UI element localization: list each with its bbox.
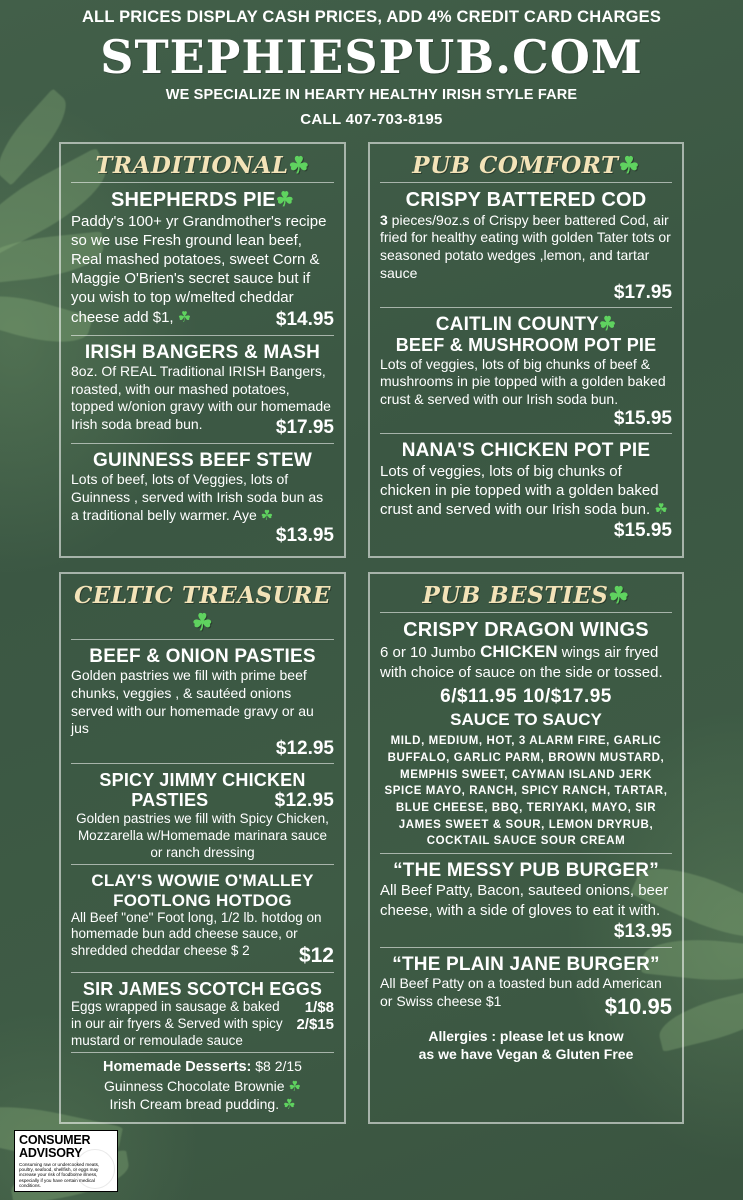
item-description: 1/$8 2/$15 Eggs wrapped in sausage & baked in our air fryers & Served with spicy mustard or remoulade sauce bbox=[71, 999, 334, 1048]
item-qty: 3 bbox=[380, 211, 388, 228]
section-title-text: TRADITIONAL bbox=[95, 152, 289, 180]
item-name-second-line: PASTIES $12.95 bbox=[131, 790, 334, 812]
clover-icon: ☘ bbox=[260, 506, 274, 523]
section-title-traditional bbox=[71, 152, 334, 179]
item-description: 6 or 10 Jumbo CHICKEN wings air fryed with choice of sauce on the side or tossed. bbox=[380, 642, 663, 682]
item-name: BEEF & ONION PASTIES bbox=[89, 646, 316, 668]
item-price: $12.95 bbox=[275, 737, 334, 759]
divider bbox=[71, 763, 334, 764]
allergy-notice bbox=[380, 1027, 672, 1063]
item-name: “THE MESSY PUB BURGER” bbox=[393, 860, 659, 882]
clover-icon: ☘ bbox=[608, 582, 630, 610]
item-description: Lots of veggies, lots of big chunks of beef & mushrooms in pie topped with a golden baked crust & served with our Irish soda bun. bbox=[380, 355, 666, 407]
dessert-line-2: Irish Cream bread pudding. bbox=[109, 1096, 280, 1113]
divider bbox=[71, 864, 334, 865]
page-title: STEPHIESPUB.COM bbox=[100, 30, 643, 84]
item-price: $13.95 bbox=[613, 920, 672, 942]
divider bbox=[71, 1052, 334, 1053]
item-description: 3 pieces/9oz.s of Crispy beer battered Cod, air fried for healthy eating with golden Tater tots or seasoned potato wedges ,lemon, and tartar sauce bbox=[380, 211, 671, 281]
item-name: SHEPHERDS PIE☘ bbox=[110, 189, 294, 212]
item-description: Golden pastries we fill with Spicy Chicken, Mozzarella w/Homemade marinara sauce or ranch dressing bbox=[76, 811, 329, 860]
item-price: $10.95 bbox=[604, 993, 672, 1019]
clover-icon: ☘ bbox=[288, 1078, 301, 1095]
section-pub-comfort bbox=[368, 142, 684, 558]
divider bbox=[380, 433, 672, 434]
menu-item bbox=[380, 437, 672, 543]
dessert-title: Homemade Desserts: bbox=[103, 1059, 252, 1076]
item-name-second-line: BEEF & MUSHROOM POT PIE bbox=[395, 335, 657, 356]
tagline: WE SPECIALIZE IN HEARTY HEALTHY IRISH STYLE FARE bbox=[165, 87, 578, 104]
item-price: $12 bbox=[298, 944, 334, 968]
allergy-line-1: Allergies : please let us know bbox=[428, 1027, 624, 1044]
item-name: SPICY JIMMY CHICKEN bbox=[99, 769, 306, 790]
menu-item bbox=[71, 868, 334, 969]
dessert-block bbox=[71, 1057, 334, 1113]
item-price: $17.95 bbox=[275, 417, 334, 439]
clover-icon: ☘ bbox=[654, 501, 668, 519]
item-name: CRISPY BATTERED COD bbox=[405, 189, 647, 212]
clover-icon: ☘ bbox=[191, 609, 214, 637]
menu-item bbox=[380, 186, 672, 304]
section-title-text: PUB BESTIES bbox=[422, 582, 609, 610]
consumer-advisory-title: CONSUMER ADVISORY bbox=[19, 1133, 91, 1160]
menu-item bbox=[380, 616, 672, 708]
allergy-line-2: as we have Vegan & Gluten Free bbox=[418, 1045, 634, 1062]
clover-icon: ☘ bbox=[618, 152, 640, 180]
item-name: “THE PLAIN JANE BURGER” bbox=[392, 954, 660, 976]
divider bbox=[71, 443, 334, 444]
section-title-text: CELTIC TREASURE bbox=[74, 582, 331, 610]
menu-item bbox=[71, 767, 334, 862]
menu-item bbox=[71, 447, 334, 548]
menu-item bbox=[71, 976, 334, 1049]
section-title-pub-besties bbox=[380, 582, 672, 609]
item-description: Paddy's 100+ yr Grandmother's recipe so we use Fresh ground lean beef, Real mashed potatoes, sweet Corn & Maggie O'Brien's secret sauce but if you wish to top w/melted cheddar cheese add $1, ☘ $14.95 bbox=[71, 212, 334, 327]
item-name: SIR JAMES SCOTCH EGGS bbox=[82, 979, 323, 1000]
item-price: 6/$11.95 10/$17.95 bbox=[440, 686, 612, 708]
sauce-heading: SAUCE TO SAUCY bbox=[450, 710, 602, 730]
divider bbox=[71, 639, 334, 640]
item-price: $15.95 bbox=[613, 520, 672, 542]
item-description: All Beef "one" Foot long, 1/2 lb. hotdog on homemade bun add cheese sauce, or shredded cheddar cheese $ 2 $12 bbox=[71, 910, 334, 960]
menu-header bbox=[0, 0, 743, 128]
item-description: Lots of beef, lots of Veggies, lots of Guinness , served with Irish soda bun as a traditional belly warmer. Aye ☘ $13.95 bbox=[71, 471, 334, 547]
item-price: $13.95 bbox=[275, 525, 334, 547]
item-description: Lots of veggies, lots of big chunks of chicken in pie topped with a golden baked crust and served with our Irish soda bun. ☘ $15.95 bbox=[380, 462, 672, 520]
item-description: 8oz. Of REAL Traditional IRISH Bangers, roasted, with our mashed potatoes, topped w/onion gravy with our homemade Irish soda bread bun. $17.95 bbox=[71, 363, 334, 439]
section-pub-besties bbox=[368, 572, 684, 1124]
section-title-pub-comfort bbox=[380, 152, 672, 179]
clover-icon: ☘ bbox=[275, 189, 294, 212]
clover-icon: ☘ bbox=[177, 308, 192, 326]
divider bbox=[71, 972, 334, 973]
menu-item bbox=[380, 951, 672, 1021]
item-price: $15.95 bbox=[613, 408, 672, 430]
divider bbox=[380, 947, 672, 948]
consumer-advisory bbox=[14, 1130, 118, 1192]
divider bbox=[71, 335, 334, 336]
item-description: All Beef Patty, Bacon, sauteed onions, beer cheese, with a side of gloves to eat it with. $13.95 bbox=[380, 881, 672, 919]
menu-item bbox=[71, 186, 334, 332]
item-price: 1/$8 2/$15 bbox=[296, 999, 334, 1034]
divider bbox=[380, 307, 672, 308]
price-notice-banner: ALL PRICES DISPLAY CASH PRICES, ADD 4% CREDIT CARD CHARGES bbox=[81, 8, 662, 26]
item-description: Golden pastries we fill with prime beef chunks, veggies , & sautéed onions served with our homemade gravy or au jus bbox=[71, 667, 314, 737]
item-price: $17.95 bbox=[613, 282, 672, 304]
item-name: CRISPY DRAGON WINGS bbox=[403, 619, 649, 642]
divider bbox=[380, 853, 672, 854]
item-name: GUINNESS BEEF STEW bbox=[93, 450, 312, 472]
menu-item bbox=[380, 857, 672, 944]
menu-item bbox=[380, 311, 672, 430]
item-name: CAITLIN COUNTY☘ bbox=[435, 314, 617, 336]
section-traditional bbox=[59, 142, 346, 558]
divider bbox=[71, 182, 334, 183]
clover-icon: ☘ bbox=[288, 152, 310, 180]
clover-icon: ☘ bbox=[599, 314, 617, 336]
section-celtic-treasure bbox=[59, 572, 346, 1124]
item-description: All Beef Patty on a toasted bun add American or Swiss cheese $1 $10.95 bbox=[380, 975, 672, 1019]
section-title-text: PUB COMFORT bbox=[412, 152, 619, 180]
item-name: NANA'S CHICKEN POT PIE bbox=[401, 440, 651, 462]
divider bbox=[380, 182, 672, 183]
phone-number: CALL 407-703-8195 bbox=[300, 111, 443, 129]
item-name-second-line: FOOTLONG HOTDOG bbox=[113, 890, 292, 910]
item-price: $14.95 bbox=[275, 308, 334, 330]
consumer-advisory-body: Consuming raw or undercooked meats, poultry, seafood, shellfish, or eggs may increase your risk of foodborne illness, especially if you have certain medical conditions. bbox=[19, 1161, 100, 1189]
advisory-seal-icon bbox=[75, 1149, 115, 1189]
dessert-price: $8 2/15 bbox=[255, 1058, 302, 1075]
divider bbox=[380, 612, 672, 613]
section-title-celtic-treasure bbox=[71, 582, 334, 636]
menu-item bbox=[71, 643, 334, 760]
dessert-line-1: Guinness Chocolate Brownie bbox=[104, 1078, 285, 1095]
item-name: CLAY'S WOWIE O'MALLEY bbox=[91, 871, 314, 891]
menu-item bbox=[71, 339, 334, 440]
item-name: IRISH BANGERS & MASH bbox=[84, 341, 321, 363]
sauce-list: MILD, MEDIUM, HOT, 3 ALARM FIRE, GARLIC BUFFALO, GARLIC PARM, BROWN MUSTARD, MEMPHIS SWEET, CAYMAN ISLAND JERK SPICE MAYO, RANCH, SPICY RANCH, TARTAR, BLUE CHEESE, BBQ, TERIYAKI, MAYO, SIR JAMES SWEET & SOUR, LEMON DRYRUB, COCKTAIL SAUCE SOUR CREAM bbox=[384, 735, 668, 848]
clover-icon: ☘ bbox=[282, 1096, 296, 1113]
menu-grid bbox=[0, 142, 743, 1123]
item-price: $12.95 bbox=[274, 790, 334, 812]
